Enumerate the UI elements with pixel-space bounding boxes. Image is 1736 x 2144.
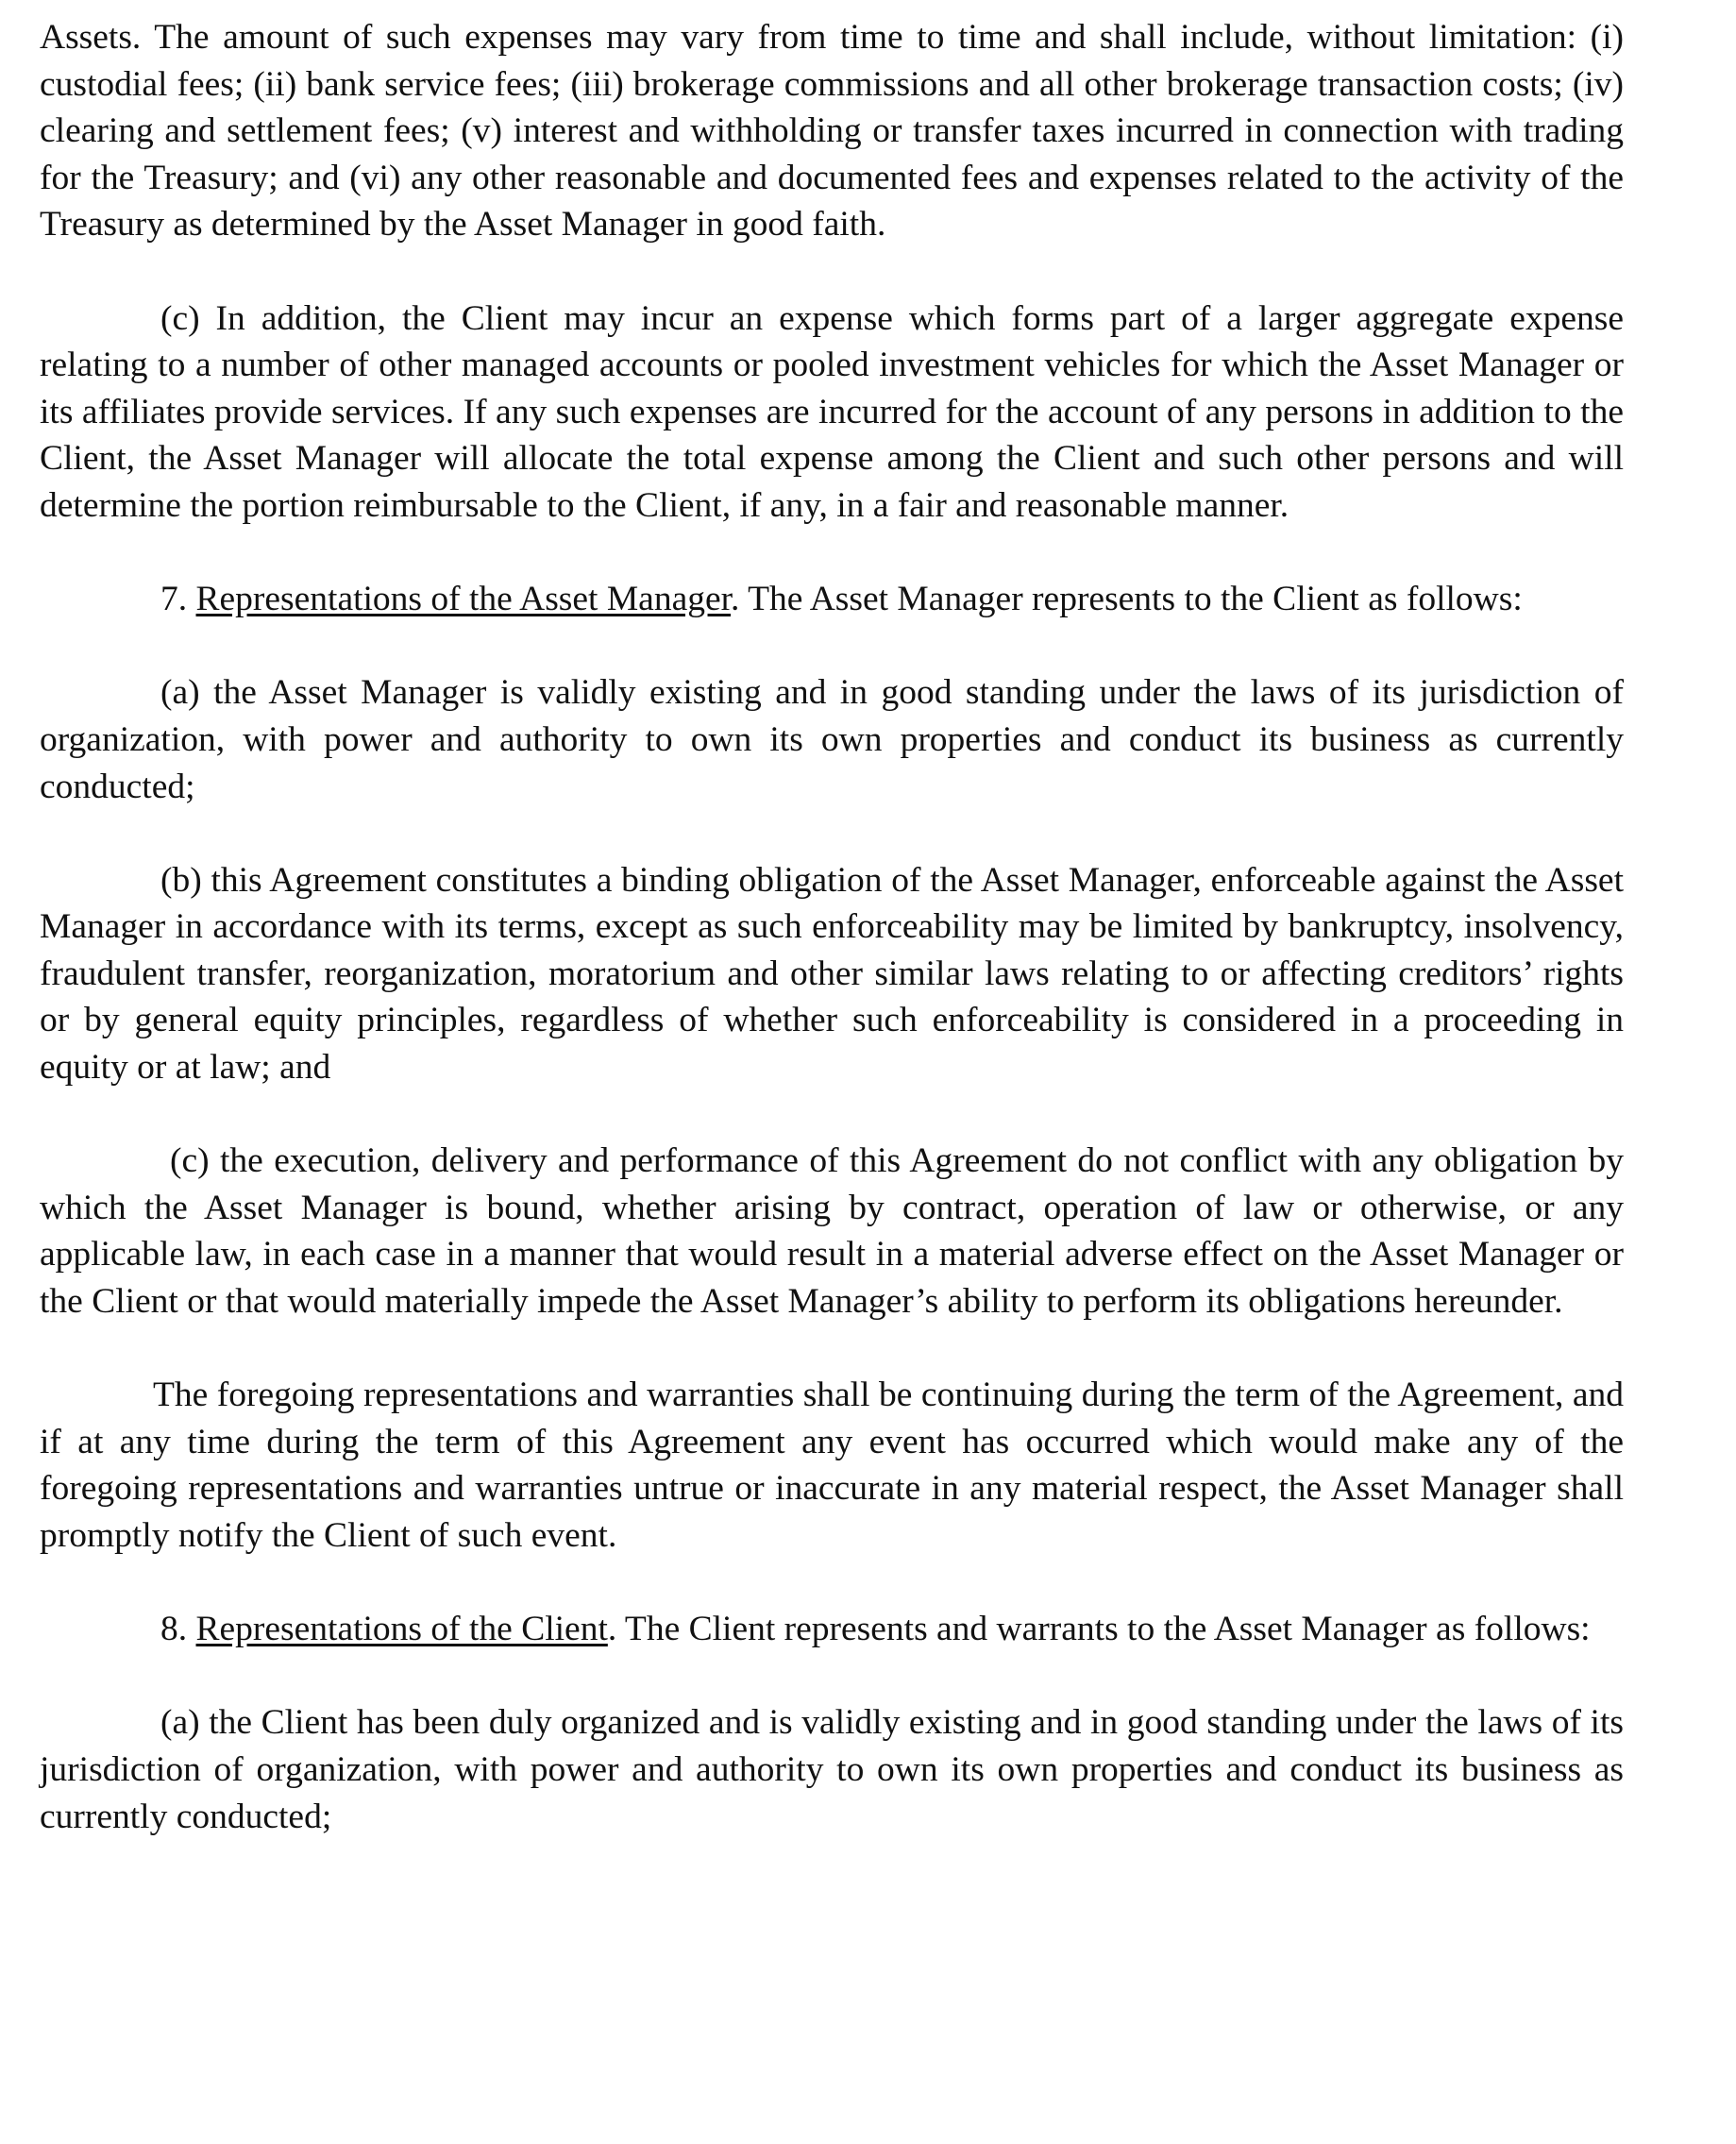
section-number: 7. — [160, 580, 196, 619]
paragraph-7b: (b) this Agreement constitutes a binding obligation of the Asset Manager, enforceable against the Asset Manager in accordance with its terms, except as such enforceability may be limited by bankruptcy, insolvency, fraudulent transfer, reorganization, moratorium and other similar laws relating to or affecting creditors’ rights or by general equity principles, regardless of whether such enforceability is considered in a proceeding in equity or at law; and — [40, 860, 1624, 1088]
section-8-heading: Representations of the Client — [195, 1610, 608, 1649]
section-8-intro — [40, 1606, 1624, 1653]
document-page — [40, 14, 1624, 1887]
section-7-text: . The Asset Manager represents to the Client as follows: — [731, 580, 1523, 619]
section-8-text: . The Client represents and warrants to the Asset Manager as follows: — [607, 1610, 1591, 1649]
section-number: 8. — [160, 1610, 196, 1649]
paragraph-7a: (a) the Asset Manager is validly existing and in good standing under the laws of its jurisdiction of organization, with power and authority to own its own properties and conduct its business as currently conducted; — [40, 673, 1624, 806]
section-7-heading: Representations of the Asset Manager — [195, 580, 732, 619]
section-7-intro — [40, 576, 1624, 623]
paragraph-6c: (c) In addition, the Client may incur an expense which forms part of a larger aggregate expense relating to a number of other managed accounts or pooled investment vehicles for which the Asset Manager or its affiliates provide services. If any such expenses are incurred for the account of any persons in addition to the Client, the Asset Manager will allocate the total expense among the Client and such other persons and will determine the portion reimbursable to the Client, if any, in a fair and reasonable manner. — [40, 298, 1624, 525]
paragraph-8a: (a) the Client has been duly organized and is validly existing and in good standing under the laws of its jurisdiction of organization, with power and authority to own its own properties and conduct its business as currently conducted; — [40, 1703, 1624, 1836]
paragraph-7c: (c) the execution, delivery and performance of this Agreement do not conflict with any obligation by which the Asset Manager is bound, whether arising by contract, operation of law or otherwise, or any applicable law, in each case in a manner that would result in a material adverse effect on the Asset Manager or the Client or that would materially impede the Asset Manager’s ability to perform its obligations hereunder. — [40, 1141, 1624, 1322]
paragraph-7-foregoing: The foregoing representations and warranties shall be continuing during the term of the Agreement, and if at any time during the term of this Agreement any event has occurred which would make any of the foregoing representations and warranties untrue or inaccurate in any material respect, the Asset Manager shall promptly notify the Client of such event. — [40, 1376, 1624, 1555]
paragraph-expenses-continued: Assets. The amount of such expenses may vary from time to time and shall include, without limitation: (i) custodial fees; (ii) bank service fees; (iii) brokerage commissions and all other brokerage transaction costs; (iv) clearing and settlement fees; (v) interest and withholding or transfer taxes incurred in connection with trading for the Treasury; and (vi) any other reasonable and documented fees and expenses related to the activity of the Treasury as determined by the Asset Manager in good faith. — [40, 18, 1624, 245]
